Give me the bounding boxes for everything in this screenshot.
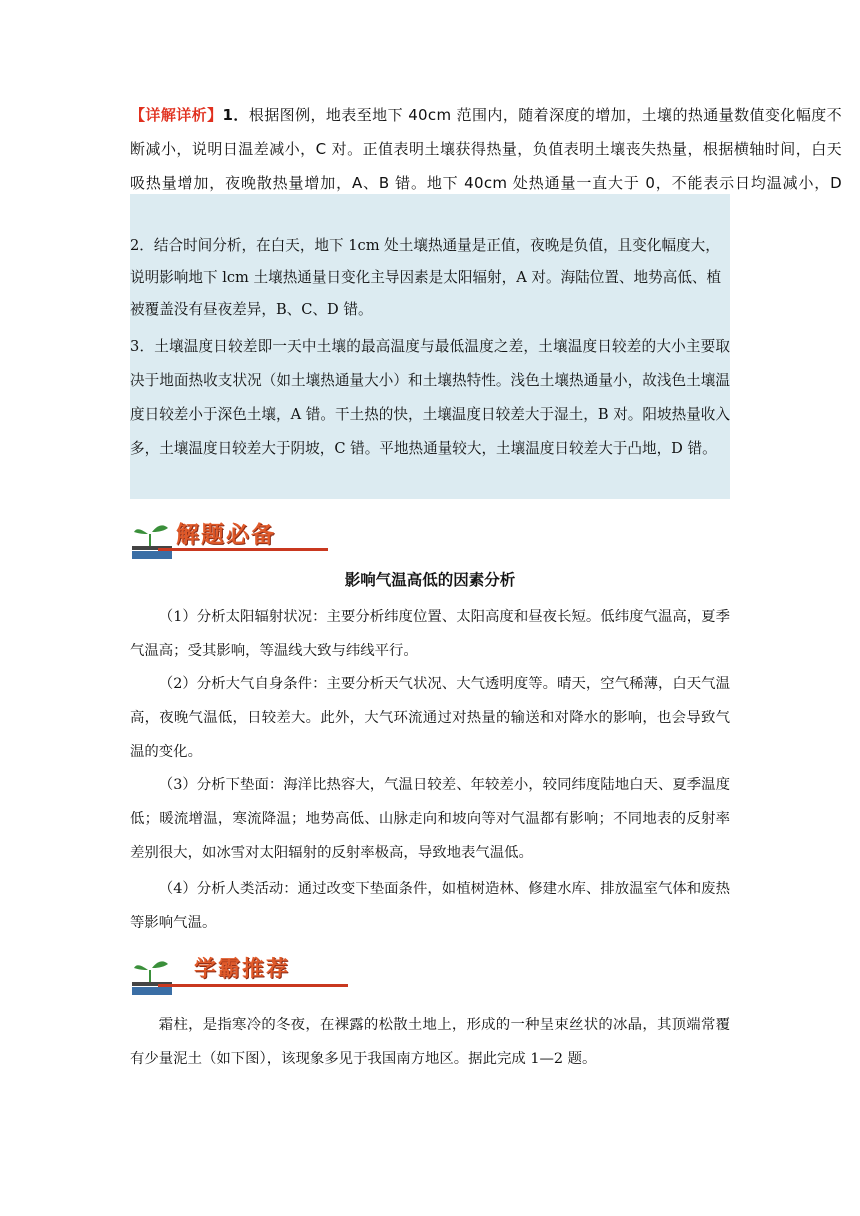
q3-paragraph: 3．土壤温度日较差即一天中土壤的最高温度与最低温度之差，土壤温度日较差的大小主要取决于地面热收支状况（如土壤热通量大小）和土壤热特性。浅色土壤热通量小，故浅色土壤温度日较差小于深色土壤，A 错。干土热的快，土壤温度日较差大于湿土，B 对。阳坡热量收入多，土壤温度日较差大于阴坡，C 错。平地热通量较大，土壤温度日较差大于凸地，D 错。	[130, 338, 730, 457]
q2-line-3: 被覆盖没有昼夜差异，B、C、D 错。	[130, 301, 373, 318]
q1-text: 根据图例，地表至地下 40cm 范围内，随着深度的增加，土壤的热通量数值变化幅度不断减小，说明日温差减小，C 对。正值表明土壤获得热量，负值表明土壤丧失热量，根据横轴时间，白天吸热量增加，夜晚散热量增加，A、B 错。地下 40cm 处热通量一直大于 0，不能表示日均温减小，D	[130, 106, 842, 192]
section-heading: 影响气温高低的因素分析	[344, 571, 516, 589]
q2-line-2: 说明影响地下 lcm 土壤热通量日变化主导因素是太阳辐射，A 对。海陆位置、地势高低、植	[130, 269, 722, 286]
factor-item-1: （1）分析太阳辐射状况：主要分析纬度位置、太阳高度和昼夜长短。低纬度气温高，夏季气温高；受其影响，等温线大致与纬线平行。	[130, 609, 730, 659]
banner-title: 解题必备	[176, 522, 276, 548]
factor-item-3: （3）分析下垫面：海洋比热容大，气温日较差、年较差小，较同纬度陆地白天、夏季温度低；暖流增温，寒流降温；地势高低、山脉走向和坡向等对气温都有影响；不同地表的反射率差别很大，如冰雪对太阳辐射的反射率极高，导致地表气温低。	[130, 777, 730, 861]
analysis-tag: 【详解详析】	[130, 106, 223, 124]
factor-item-2: （2）分析大气自身条件：主要分析天气状况、大气透明度等。晴天，空气稀薄，白天气温高，夜晚气温低，日较差大。此外，大气环流通过对热量的输送和对降水的影响，也会导致气温的变化。	[130, 676, 730, 760]
recommend-paragraph: 霜柱，是指寒冷的冬夜，在裸露的松散土地上，形成的一种呈束丝状的冰晶，其顶端常覆有少量泥土（如下图），该现象多见于我国南方地区。据此完成 1—2 题。	[130, 1017, 730, 1067]
banner-jieti-bibei	[130, 512, 330, 562]
banner-xueba-tuijian	[130, 948, 350, 998]
banner-title: 学霸推荐	[194, 957, 291, 982]
q2-line-1: 2．结合时间分析，在白天，地下 1cm 处土壤热通量是正值，夜晚是负值，且变化幅度大，	[130, 237, 720, 254]
q1-number: 1．	[222, 106, 249, 124]
factor-item-4: （4）分析人类活动：通过改变下垫面条件，如植树造林、修建水库、排放温室气体和废热等影响气温。	[130, 881, 730, 931]
